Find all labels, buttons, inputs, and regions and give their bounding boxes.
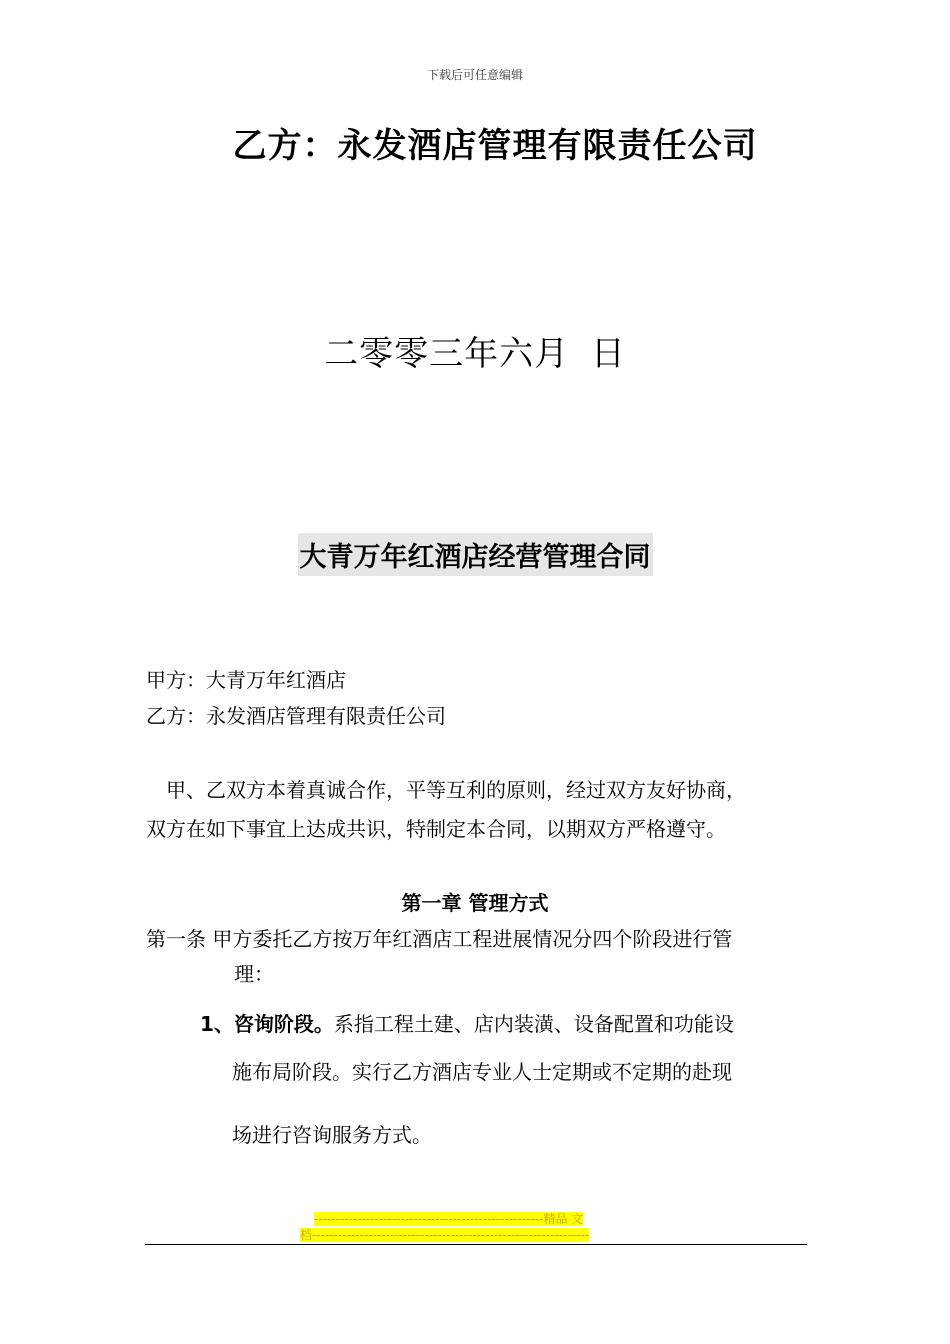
- footer-watermark-text-1: -----------------------------------------------------精品 文: [314, 1212, 584, 1226]
- footer-watermark-line-2: [300, 1227, 650, 1243]
- chapter-heading: 第一章 管理方式: [401, 891, 549, 915]
- article-1-line-1: 第一条 甲方委托乙方按万年红酒店工程进展情况分四个阶段进行管: [146, 927, 733, 951]
- item-1-text-1: 系指工程土建、店内装潢、设备配置和功能设: [333, 1012, 734, 1036]
- intro-text-1: 甲、乙双方本着真诚合作，平等互利的原则，经过双方友好协商，: [166, 778, 746, 802]
- item-1-number: 1、: [200, 1012, 234, 1036]
- item-1-stage: 咨询阶段。: [233, 1012, 334, 1036]
- contract-title: 大青万年红酒店经营管理合同: [298, 533, 653, 576]
- footer-watermark-text-2: 档----------------------------------------------------------------: [300, 1228, 590, 1242]
- party-b-line: 乙方：永发酒店管理有限责任公司: [146, 704, 446, 728]
- contract-title-container: [0, 533, 950, 576]
- intro-paragraph-line-1: [146, 776, 746, 804]
- item-1-line-1: [200, 1010, 734, 1038]
- cover-date: 二零零三年六月 日: [324, 334, 626, 374]
- footer-watermark-line-1: [300, 1211, 650, 1227]
- item-1-line-3: 场进行咨询服务方式。: [232, 1123, 432, 1147]
- header-note: 下载后可任意编辑: [426, 68, 523, 82]
- footer-rule: [145, 1244, 807, 1245]
- item-1-line-2: 施布局阶段。实行乙方酒店专业人士定期或不定期的赴现: [232, 1060, 732, 1084]
- party-a-line: 甲方：大青万年红酒店: [146, 668, 346, 692]
- article-1-line-2: 理：: [234, 962, 274, 986]
- footer-watermark: [300, 1211, 650, 1243]
- intro-paragraph-line-2: 双方在如下事宜上达成共识，特制定本合同，以期双方严格遵守。: [146, 817, 726, 841]
- party-b-cover-title: 乙方：永发酒店管理有限责任公司: [232, 126, 758, 166]
